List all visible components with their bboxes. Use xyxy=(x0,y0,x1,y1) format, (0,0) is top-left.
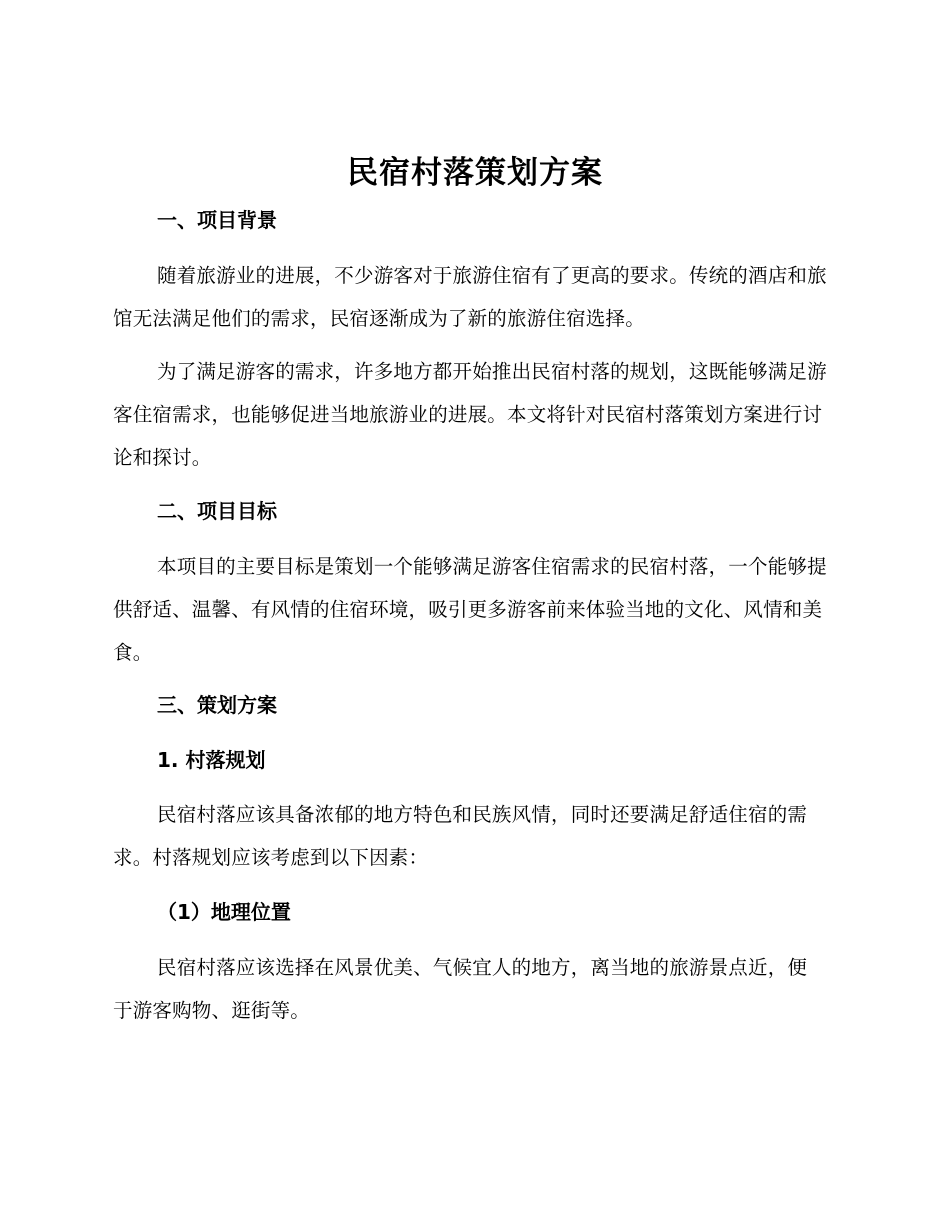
paragraph-goals: 本项目的主要目标是策划一个能够满足游客住宿需求的民宿村落，一个能够提供舒适、温馨、有风情的住宿环境，吸引更多游客前来体验当地的文化、风情和美食。 xyxy=(113,555,827,664)
document-title: 民宿村落策划方案 xyxy=(347,155,603,191)
section-heading-background: 一、项目背景 xyxy=(157,208,277,232)
section-heading-goals: 二、项目目标 xyxy=(157,499,277,523)
paragraph-background-1: 随着旅游业的进展，不少游客对于旅游住宿有了更高的要求。传统的酒店和旅馆无法满足他们的需求，民宿逐渐成为了新的旅游住宿选择。 xyxy=(113,264,827,330)
subsection-heading-village-planning: 1. 村落规划 xyxy=(157,748,266,772)
paragraph-village-planning: 民宿村落应该具备浓郁的地方特色和民族风情，同时还要满足舒适住宿的需求。村落规划应该考虑到以下因素： xyxy=(113,803,808,869)
item-heading-location: （1）地理位置 xyxy=(157,900,291,924)
section-heading-plan: 三、策划方案 xyxy=(157,693,277,717)
paragraph-background-2: 为了满足游客的需求，许多地方都开始推出民宿村落的规划，这既能够满足游客住宿需求，也能够促进当地旅游业的进展。本文将针对民宿村落策划方案进行讨论和探讨。 xyxy=(113,360,827,469)
paragraph-location: 民宿村落应该选择在风景优美、气候宜人的地方，离当地的旅游景点近，便于游客购物、逛街等。 xyxy=(113,956,808,1022)
